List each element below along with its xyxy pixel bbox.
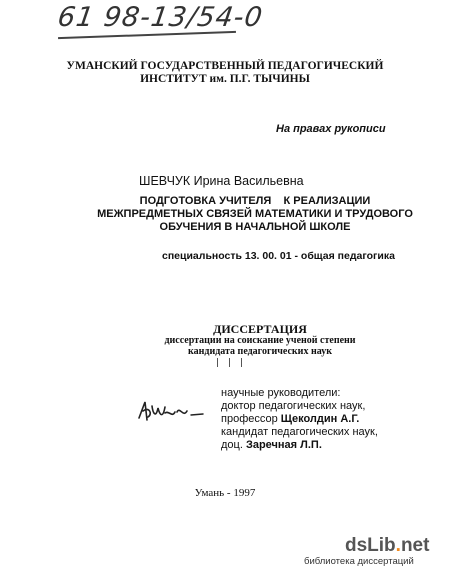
dissertation-heading: ДИССЕРТАЦИЯ (213, 322, 307, 336)
rights-notice: На правах рукописи (276, 123, 386, 135)
degree-line-2: кандидата педагогических наук (188, 346, 332, 357)
supervisor-1-name: Щеколдин А.Г. (280, 413, 360, 425)
title-line-2: МЕЖПРЕДМЕТНЫХ СВЯЗЕЙ МАТЕМАТИКИ И ТРУДОВОГО (97, 208, 413, 220)
title-line-3: ОБУЧЕНИЯ В НАЧАЛЬНОЙ ШКОЛЕ (159, 221, 351, 233)
signature-image (135, 398, 205, 424)
supervisor-1-role: профессор (221, 413, 281, 425)
supervisor-1-degree: доктор педагогических наук, (221, 400, 366, 412)
city-year: Умань - 1997 (194, 487, 256, 499)
dissertation-degree (35, 335, 450, 357)
supervisor-2-degree: кандидат педагогических наук, (221, 426, 378, 438)
supervisors-heading: научные руководители: (221, 387, 341, 399)
dslib-watermark[interactable] (304, 535, 445, 567)
supervisors-block (221, 387, 378, 452)
degree-line-1: диссертации на соискание ученой степени (164, 335, 356, 346)
dissertation-title (55, 195, 450, 234)
supervisor-2-name: Заречная Л.П. (245, 439, 322, 451)
author-name: ШЕВЧУК Ирина Васильевна (139, 174, 304, 188)
handwritten-code: 61 98-13/54-0 (55, 2, 265, 33)
supervisor-2-role: доц. (221, 439, 246, 451)
supervisor-1 (221, 413, 378, 426)
pencil-marks (215, 358, 247, 368)
title-line-1: ПОДГОТОВКА УЧИТЕЛЯ К РЕАЛИЗАЦИИ (139, 195, 371, 207)
logo-subtitle: библиотека диссертаций (304, 556, 414, 567)
logo-dot: . (395, 535, 401, 556)
logo-tld: net (400, 535, 430, 556)
specialty: специальность 13. 00. 01 - общая педагогика (162, 250, 395, 262)
supervisor-2 (221, 439, 378, 452)
institution-line-1: УМАНСКИЙ ГОСУДАРСТВЕННЫЙ ПЕДАГОГИЧЕСКИЙ (66, 60, 384, 72)
logo-main: dsLib (345, 535, 396, 556)
institution-name (0, 60, 450, 86)
dslib-logo (345, 536, 445, 555)
institution-line-2: ИНСТИТУТ им. П.Г. ТЫЧИНЫ (140, 73, 310, 85)
